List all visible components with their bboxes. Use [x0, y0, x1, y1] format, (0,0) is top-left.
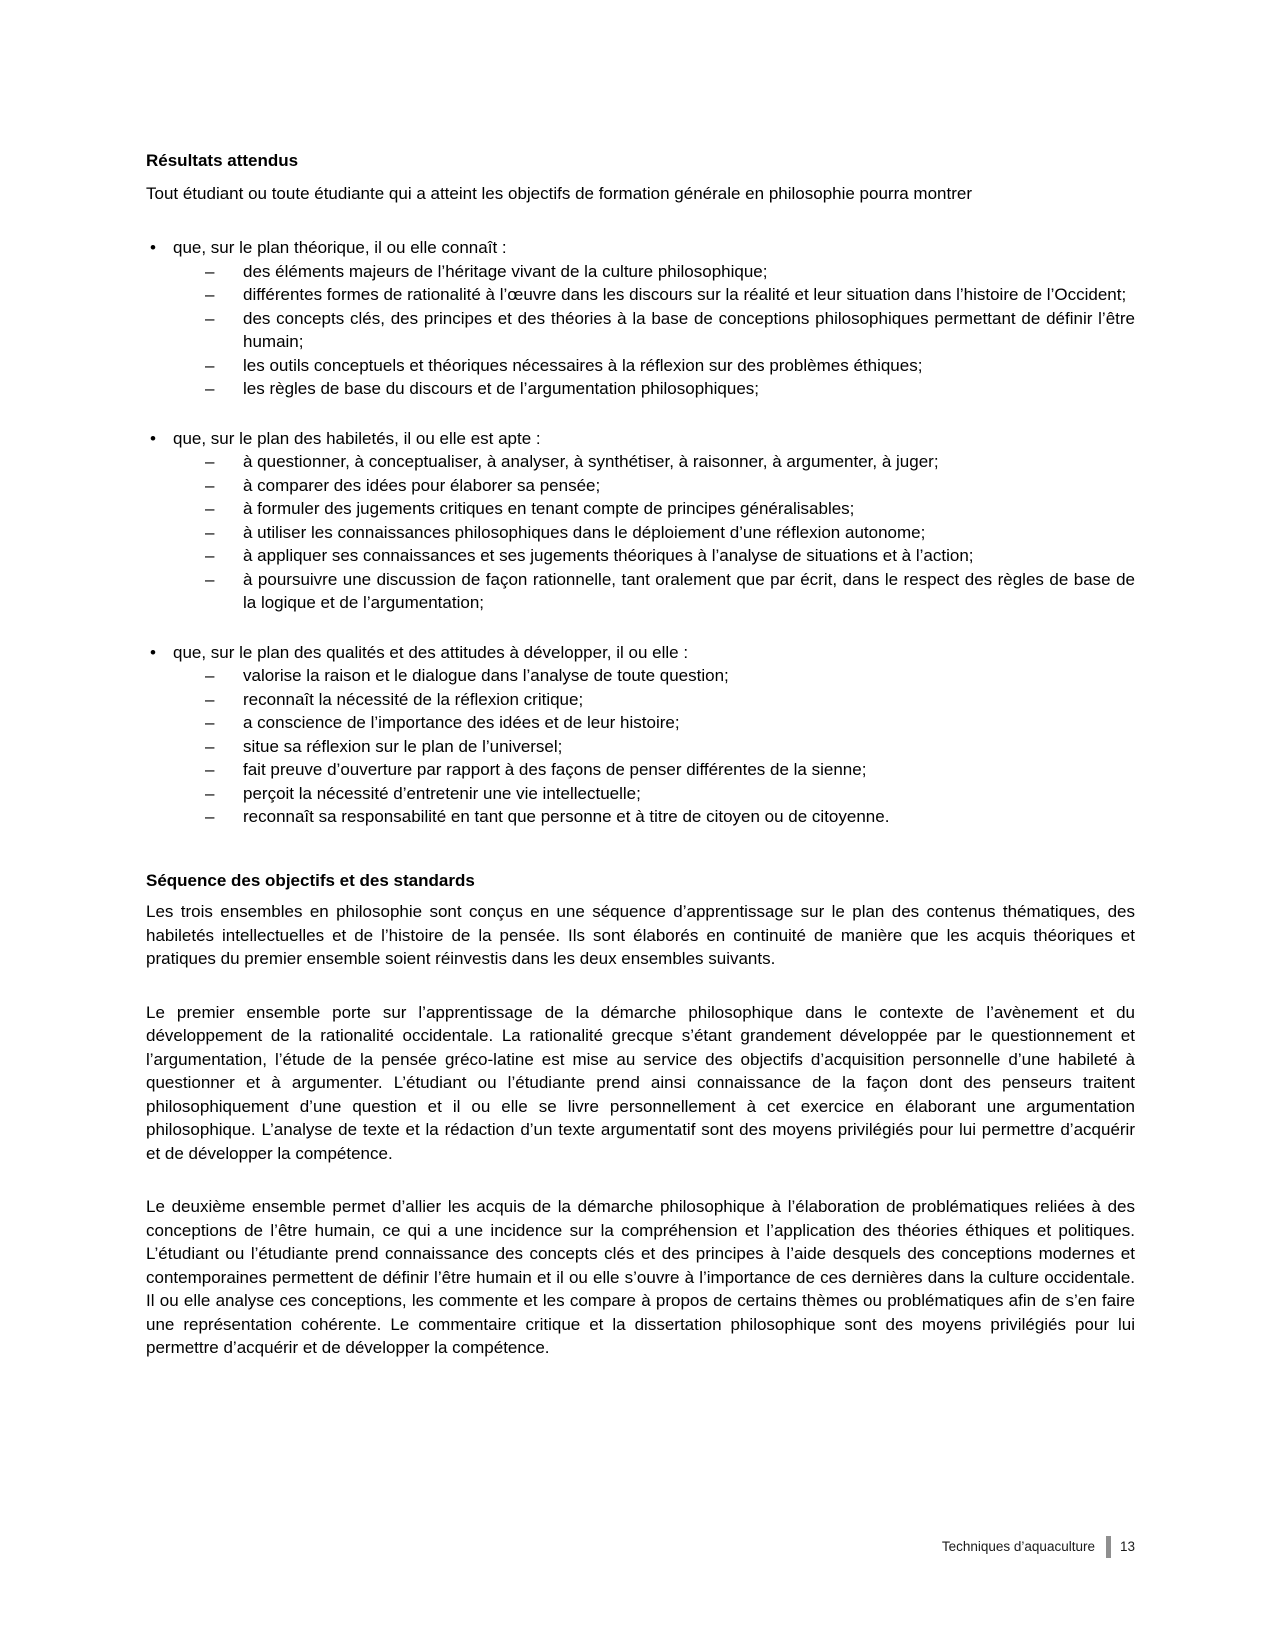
- bullet-marker-icon: •: [150, 428, 156, 448]
- bullet-marker-icon: •: [150, 238, 156, 257]
- footer-page-number: 13: [1119, 1539, 1135, 1554]
- dash-marker-icon: –: [205, 760, 215, 779]
- list-item: [205, 688, 1135, 712]
- bullet-marker-icon: •: [150, 642, 156, 662]
- list-item-text: différentes formes de rationalité à l’œuvre dans les discours sur la réalité et leur situation dans l’histoire de l’Occident;: [243, 285, 1127, 304]
- bullet-lead-text: que, sur le plan des habiletés, il ou elle est apte :: [173, 428, 541, 448]
- section-heading-resultats-attendus: Résultats attendus: [146, 151, 299, 170]
- footer-program-label: Techniques d’aquaculture: [941, 1539, 1095, 1554]
- list-item-text: des éléments majeurs de l’héritage vivant de la culture philosophique;: [243, 261, 768, 281]
- list-item-text: fait preuve d’ouverture par rapport à des façons de penser différentes de la sienne;: [243, 760, 867, 779]
- dash-marker-icon: –: [205, 285, 215, 304]
- list-item: [205, 805, 1135, 829]
- list-item: [205, 782, 1135, 806]
- list-item-text: perçoit la nécessité d’entretenir une vie intellectuelle;: [243, 783, 641, 803]
- body-paragraph: Le premier ensemble porte sur l’apprentissage de la démarche philosophique dans le contexte de l’avènement et du développement de la rationalité occidentale. La rationalité grecque s’étant grandement développée par le questionnement et l’argumentation, l’étude de la pensée gréco-latine est mise au service des objectifs d’acquisition personnelle d’une habileté à questionner et à argumenter. L’étudiant ou l’étudiante prend ainsi connaissance de la façon dont des penseurs traitent philosophiquement d’une question et il ou elle se livre personnellement à cet exercice en élaborant une argumentation philosophique. L’analyse de texte et la rédaction d’un texte argumentatif sont des moyens privilégiés pour lui permettre d’acquérir et de développer la compétence.: [146, 1002, 1135, 1163]
- dash-marker-icon: –: [205, 379, 215, 398]
- list-item: [205, 711, 1135, 735]
- list-item: [205, 450, 1135, 474]
- list-item-text: les règles de base du discours et de l’argumentation philosophiques;: [243, 379, 759, 398]
- dash-marker-icon: –: [205, 569, 215, 589]
- list-item-text: valorise la raison et le dialogue dans l’analyse de toute question;: [243, 666, 729, 685]
- list-item: [205, 474, 1135, 498]
- bullet-lead: [146, 641, 1135, 665]
- bullet-group-habiletes: [146, 427, 1135, 615]
- list-item: [205, 260, 1135, 284]
- dash-marker-icon: –: [205, 522, 215, 542]
- list-item: [205, 758, 1135, 782]
- intro-paragraph: Tout étudiant ou toute étudiante qui a atteint les objectifs de formation générale en philosophie pourra montrer: [146, 183, 972, 203]
- page-footer: [146, 1536, 1135, 1558]
- dash-marker-icon: –: [205, 355, 215, 375]
- list-item-text: à utiliser les connaissances philosophiques dans le déploiement d’une réflexion autonome;: [243, 522, 926, 542]
- dash-marker-icon: –: [205, 546, 215, 565]
- bullet-group-theorique: [146, 236, 1135, 401]
- list-item: [205, 377, 1135, 401]
- list-item-text: reconnaît sa responsabilité en tant que personne et à titre de citoyen ou de citoyenne.: [243, 807, 890, 826]
- list-item-text: situe sa réflexion sur le plan de l’universel;: [243, 736, 563, 756]
- list-item: [205, 497, 1135, 521]
- footer-divider-bar: [1106, 1536, 1111, 1558]
- dash-marker-icon: –: [205, 713, 215, 732]
- dash-marker-icon: –: [205, 783, 215, 803]
- bullet-lead: [146, 427, 1135, 451]
- list-item-text: à formuler des jugements critiques en tenant compte de principes généralisables;: [243, 499, 855, 518]
- list-item-text: des concepts clés, des principes et des théories à la base de conceptions philosophiques permettant de définir l’être humain;: [243, 308, 1135, 351]
- dash-marker-icon: –: [205, 689, 215, 709]
- list-item: [205, 735, 1135, 759]
- dash-marker-icon: –: [205, 308, 215, 328]
- list-item-text: à questionner, à conceptualiser, à analyser, à synthétiser, à raisonner, à argumenter, à juger;: [243, 452, 939, 471]
- body-paragraph: Les trois ensembles en philosophie sont conçus en une séquence d’apprentissage sur le plan des contenus thématiques, des habiletés intellectuelles et de l’histoire de la pensée. Ils sont élaborés en continuité de manière que les acquis théoriques et pratiques du premier ensemble soient réinvestis dans les deux ensembles suivants.: [146, 902, 1135, 968]
- list-item-text: reconnaît la nécessité de la réflexion critique;: [243, 689, 584, 709]
- list-item-text: à comparer des idées pour élaborer sa pensée;: [243, 475, 601, 495]
- list-item: [205, 354, 1135, 378]
- list-item-text: à poursuivre une discussion de façon rationnelle, tant oralement que par écrit, dans le respect des règles de base de la logique et de l’argumentation;: [243, 569, 1135, 612]
- list-item-text: les outils conceptuels et théoriques nécessaires à la réflexion sur des problèmes éthiques;: [243, 355, 923, 375]
- dash-marker-icon: –: [205, 475, 215, 495]
- dash-marker-icon: –: [205, 261, 215, 281]
- body-paragraph: Le deuxième ensemble permet d’allier les acquis de la démarche philosophique à l’élaboration de problématiques reliées à des conceptions de l’être humain, ce qui a une incidence sur la compréhension et l’application des théories éthiques et politiques. L’étudiant ou l’étudiante prend connaissance des concepts clés et des principes à l’aide desquels des conceptions modernes et contemporaines permettent de définir l’être humain et il ou elle s’ouvre à l’importance de ces dernières dans la culture occidentale. Il ou elle analyse ces conceptions, les commente et les compare à propos de certains thèmes ou problématiques afin de s’en faire une représentation cohérente. Le commentaire critique et la dissertation philosophique sont des moyens privilégiés pour lui permettre d’acquérir et de développer la compétence.: [146, 1197, 1135, 1357]
- list-item-text: à appliquer ses connaissances et ses jugements théoriques à l’analyse de situations et à l’action;: [243, 546, 974, 565]
- dash-marker-icon: –: [205, 499, 215, 518]
- dash-marker-icon: –: [205, 452, 215, 471]
- section-heading-sequence: Séquence des objectifs et des standards: [146, 870, 475, 890]
- list-item: [205, 521, 1135, 545]
- dash-marker-icon: –: [205, 807, 215, 826]
- list-item: [205, 568, 1135, 615]
- list-item: [205, 307, 1135, 354]
- bullet-group-qualites: [146, 641, 1135, 829]
- bullet-lead-text: que, sur le plan des qualités et des attitudes à développer, il ou elle :: [173, 642, 689, 662]
- dash-marker-icon: –: [205, 666, 215, 685]
- bullet-lead: [146, 236, 1135, 260]
- page-content: [146, 149, 1135, 1360]
- list-item: [205, 664, 1135, 688]
- list-item: [205, 283, 1135, 307]
- bullet-lead-text: que, sur le plan théorique, il ou elle connaît :: [173, 238, 507, 257]
- list-item-text: a conscience de l’importance des idées et de leur histoire;: [243, 713, 680, 732]
- list-item: [205, 544, 1135, 568]
- dash-marker-icon: –: [205, 736, 215, 756]
